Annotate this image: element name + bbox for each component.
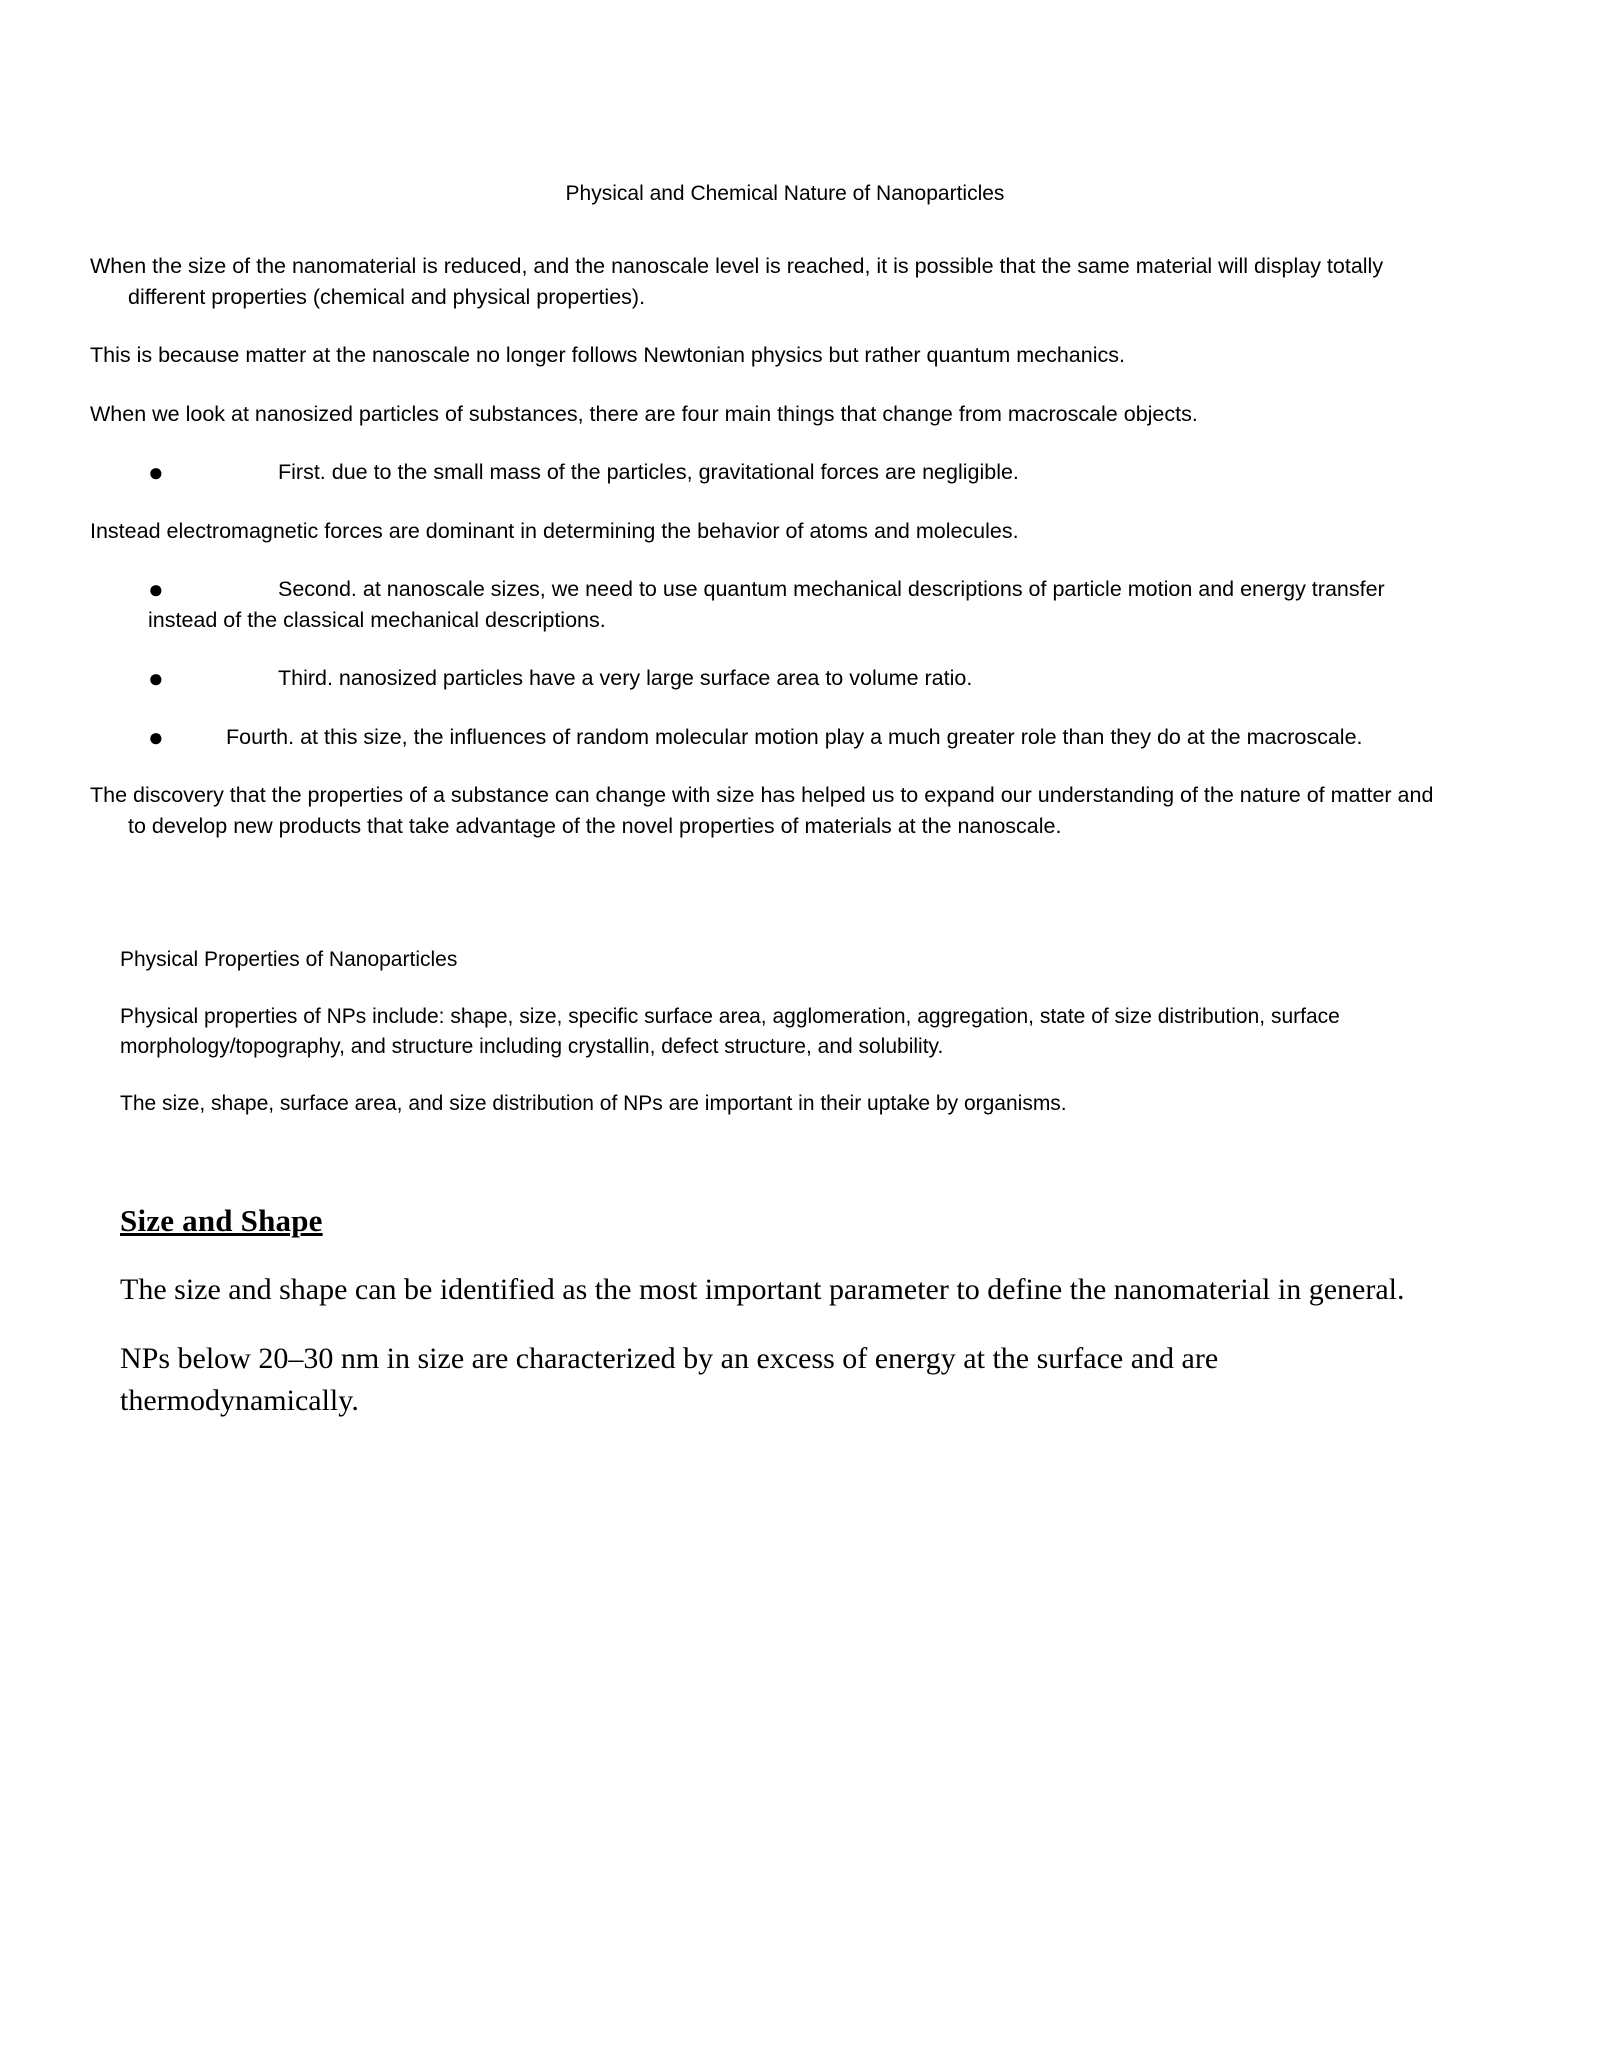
bullet-icon: ● bbox=[148, 574, 164, 605]
list-item-text: Third. nanosized particles have a very large surface area to volume ratio. bbox=[278, 666, 973, 691]
size-and-shape-paragraph-1: The size and shape can be identified as the most important parameter to define the nanomaterial in general. bbox=[120, 1273, 1405, 1307]
bullet-icon: ● bbox=[148, 721, 164, 752]
size-and-shape-heading: Size and Shape bbox=[120, 1203, 323, 1239]
size-and-shape-paragraph-2: NPs below 20–30 nm in size are characterized by an excess of energy at the surface and are thermodynamically. bbox=[120, 1341, 1219, 1418]
page-title: Physical and Chemical Nature of Nanoparticles bbox=[565, 182, 1005, 205]
vertical-spacer bbox=[90, 1145, 1450, 1203]
bullet-icon: ● bbox=[148, 457, 164, 488]
physical-properties-section bbox=[90, 945, 1450, 1119]
physical-properties-paragraph-2: The size, shape, surface area, and size distribution of NPs are important in their uptake by organisms. bbox=[120, 1091, 1067, 1115]
list-item bbox=[90, 722, 1450, 753]
list-item bbox=[90, 574, 1450, 635]
paragraph-after-first-bullet: Instead electromagnetic forces are dominant in determining the behavior of atoms and molecules. bbox=[90, 518, 1019, 543]
vertical-spacer bbox=[90, 869, 1450, 945]
physical-properties-heading: Physical Properties of Nanoparticles bbox=[120, 948, 458, 972]
list-item bbox=[90, 457, 1450, 488]
list-item bbox=[90, 663, 1450, 694]
list-item-text: First. due to the small mass of the particles, gravitational forces are negligible. bbox=[278, 460, 1019, 485]
intro-paragraph-3: When we look at nanosized particles of substances, there are four main things that change from macroscale objects. bbox=[90, 401, 1198, 426]
discovery-paragraph: The discovery that the properties of a substance can change with size has helped us to expand our understanding of the nature of matter and to develop new products that take advantage of the novel properties of materials at the nanoscale. bbox=[90, 783, 1434, 838]
bullet-icon: ● bbox=[148, 663, 164, 694]
physical-properties-paragraph-1: Physical properties of NPs include: shape, size, specific surface area, agglomeration, aggregation, state of size distribution, surface morphology/topography, and structure including crystallin, defect structure, and solubility. bbox=[120, 1004, 1340, 1059]
intro-paragraph-1: When the size of the nanomaterial is reduced, and the nanoscale level is reached, it is possible that the same material will display totally different properties (chemical and physical properties). bbox=[90, 254, 1384, 309]
list-item-text: Fourth. at this size, the influences of random molecular motion play a much greater role than they do at the macroscale. bbox=[226, 724, 1363, 749]
size-and-shape-section bbox=[90, 1269, 1450, 1423]
list-item-text: Second. at nanoscale sizes, we need to use quantum mechanical descriptions of particle motion and energy transfer instead of the classical mechanical descriptions. bbox=[148, 577, 1385, 632]
intro-paragraph-2: This is because matter at the nanoscale no longer follows Newtonian physics but rather quantum mechanics. bbox=[90, 343, 1125, 368]
